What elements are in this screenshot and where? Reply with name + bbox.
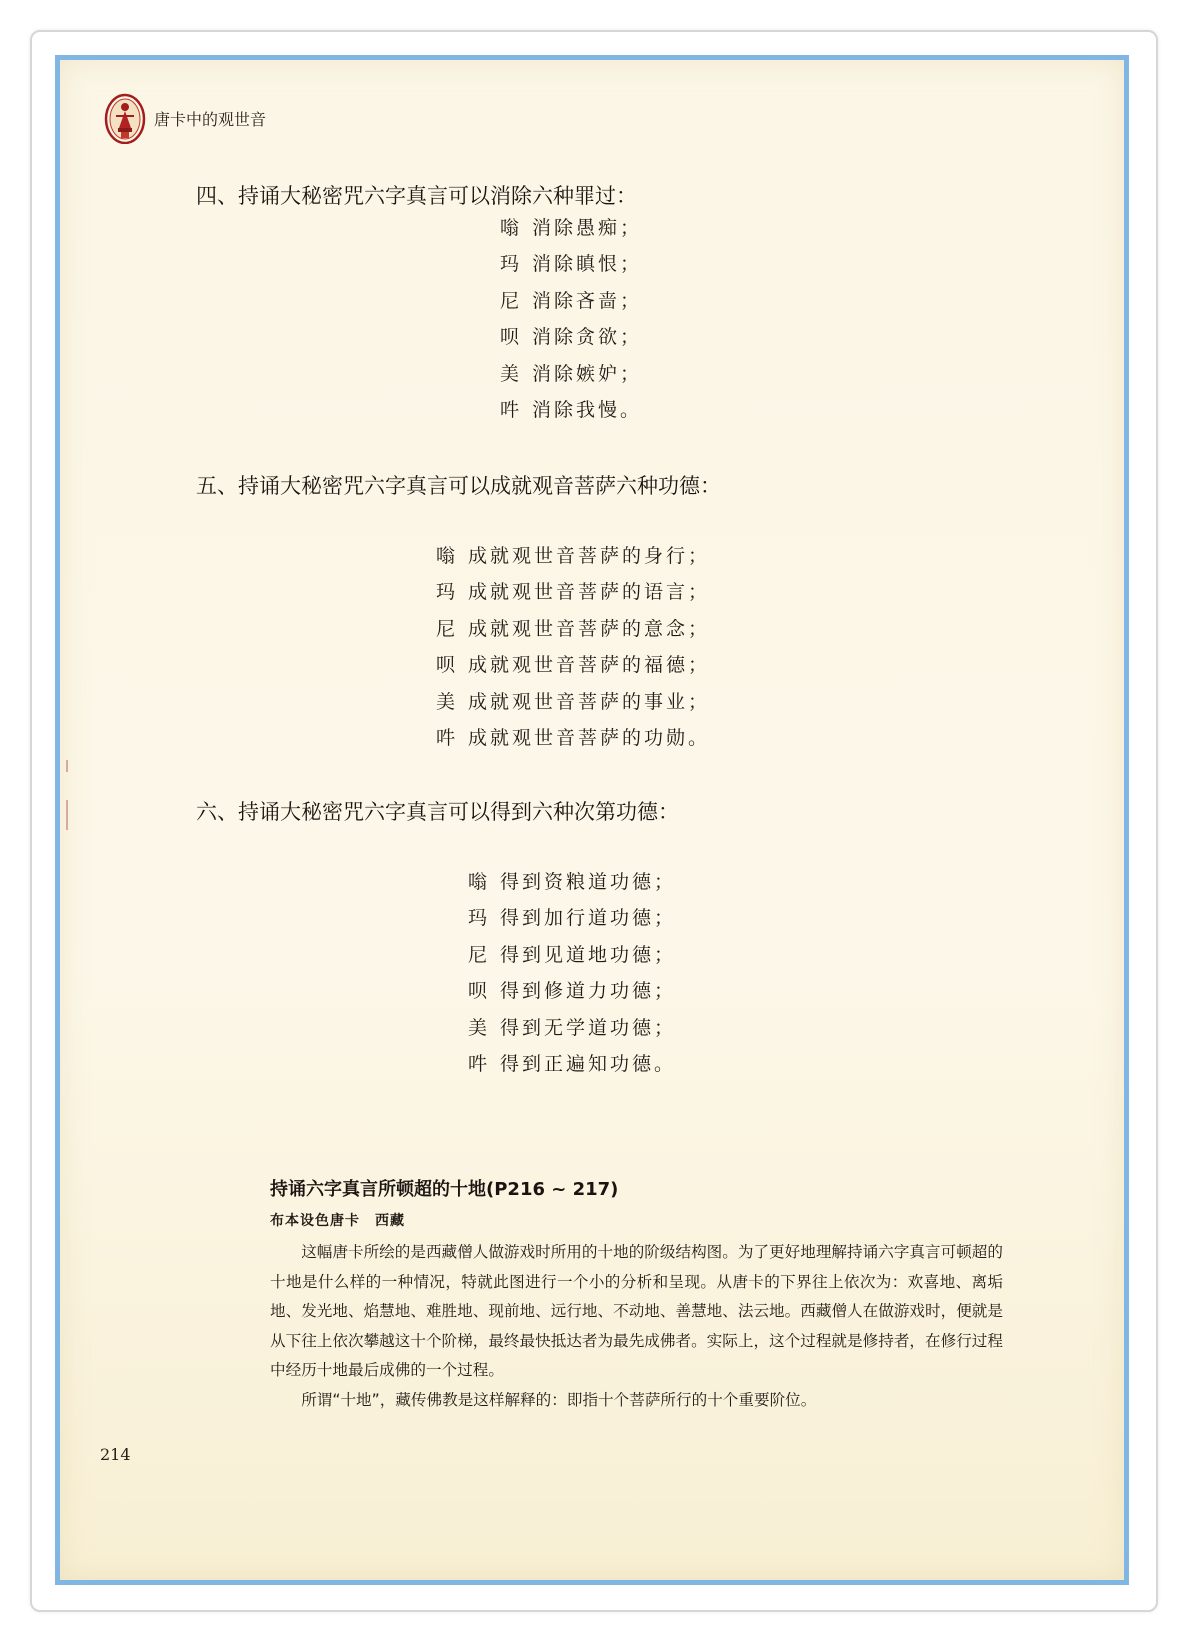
- mantra-text: 成就观世音菩萨的语言；: [468, 581, 711, 604]
- mantra-syllable: 呗: [468, 980, 491, 1003]
- list-item: [436, 574, 710, 610]
- mantra-text: 消除瞋恨；: [532, 253, 643, 276]
- mantra-list-5: [436, 538, 710, 756]
- running-header-title: 唐卡中的观世音: [154, 109, 267, 129]
- mantra-syllable: 美: [468, 1016, 491, 1039]
- list-item: [436, 684, 710, 720]
- list-item: [468, 1010, 676, 1046]
- mantra-syllable: 尼: [500, 289, 523, 312]
- list-item: [436, 647, 710, 683]
- mantra-syllable: 嗡: [500, 217, 523, 239]
- section-heading-6: 六、持诵大秘密咒六字真言可以得到六种次第功德：: [196, 800, 679, 824]
- mantra-syllable: 吽: [436, 726, 459, 749]
- mantra-text: 得到见道地功德；: [500, 943, 677, 966]
- list-item: [500, 246, 642, 282]
- mantra-text: 成就观世音菩萨的功勋。: [468, 726, 711, 749]
- mantra-syllable: 美: [500, 362, 523, 385]
- running-header: [104, 92, 266, 144]
- mantra-syllable: 玛: [500, 253, 523, 276]
- mantra-text: 成就观世音菩萨的福德；: [468, 654, 711, 677]
- list-item: [436, 720, 710, 756]
- mantra-text: 得到资粮道功德；: [500, 871, 677, 893]
- book-page: [60, 60, 1124, 1580]
- mantra-text: 消除嫉妒；: [532, 362, 643, 385]
- list-item: [468, 937, 676, 973]
- mantra-syllable: 美: [436, 690, 459, 713]
- caption-paragraph: 这幅唐卡所绘的是西藏僧人做游戏时所用的十地的阶级结构图。为了更好地理解持诵六字真言可顿超的十地是什么样的一种情况，特就此图进行一个小的分析和呈现。从唐卡的下界往上依次为：欢喜地、离垢地、发光地、焰慧地、难胜地、现前地、远行地、不动地、善慧地、法云地。西藏僧人在做游戏时，便就是从下往上依次攀越这十个阶梯，最终最快抵达者为最先成佛者。实际上，这个过程就是修持者，在修行过程中经历十地最后成佛的一个过程。: [270, 1243, 1003, 1379]
- mantra-text: 得到无学道功德；: [500, 1016, 677, 1039]
- caption-body: [270, 1238, 1003, 1415]
- mantra-text: 得到加行道功德；: [500, 907, 677, 930]
- mantra-syllable: 呗: [436, 654, 459, 677]
- list-item: [436, 538, 710, 574]
- mantra-list-4: [500, 210, 642, 428]
- list-item: [500, 210, 642, 246]
- mantra-text: 得到正遍知功德。: [500, 1052, 677, 1075]
- margin-mark: [66, 760, 68, 772]
- mantra-text: 成就观世音菩萨的事业；: [468, 690, 711, 713]
- margin-mark: [66, 800, 68, 830]
- page-number: 214: [100, 1445, 131, 1464]
- list-item: [500, 356, 642, 392]
- section-heading-4: 四、持诵大秘密咒六字真言可以消除六种罪过：: [196, 184, 637, 208]
- caption-subtitle: 布本设色唐卡 西藏: [270, 1213, 405, 1229]
- mantra-text: 消除吝啬；: [532, 289, 643, 312]
- avalokiteshvara-logo-icon: [104, 92, 146, 144]
- list-item: [468, 864, 676, 900]
- mantra-text: 成就观世音菩萨的意念；: [468, 617, 711, 640]
- mantra-syllable: 吽: [500, 398, 523, 421]
- mantra-text: 成就观世音菩萨的身行；: [468, 545, 711, 567]
- mantra-syllable: 尼: [436, 617, 459, 640]
- mantra-syllable: 嗡: [436, 545, 459, 567]
- list-item: [468, 1046, 676, 1082]
- mantra-syllable: 呗: [500, 326, 523, 349]
- mantra-syllable: 尼: [468, 943, 491, 966]
- mantra-text: 得到修道力功德；: [500, 980, 677, 1003]
- mantra-syllable: 吽: [468, 1052, 491, 1075]
- mantra-syllable: 嗡: [468, 871, 491, 893]
- mantra-syllable: 玛: [468, 907, 491, 930]
- list-item: [468, 973, 676, 1009]
- caption-title: 持诵六字真言所顿超的十地(P216 ~ 217): [270, 1179, 619, 1200]
- section-heading-5: 五、持诵大秘密咒六字真言可以成就观音菩萨六种功德：: [196, 474, 721, 498]
- list-item: [468, 900, 676, 936]
- list-item: [500, 392, 642, 428]
- mantra-text: 消除我慢。: [532, 398, 643, 421]
- mantra-text: 消除贪欲；: [532, 326, 643, 349]
- list-item: [500, 319, 642, 355]
- mantra-text: 消除愚痴；: [532, 217, 643, 239]
- mantra-syllable: 玛: [436, 581, 459, 604]
- mantra-list-6: [468, 864, 676, 1082]
- caption-paragraph: 所谓“十地”，藏传佛教是这样解释的：即指十个菩萨所行的十个重要阶位。: [301, 1390, 817, 1409]
- list-item: [436, 611, 710, 647]
- list-item: [500, 283, 642, 319]
